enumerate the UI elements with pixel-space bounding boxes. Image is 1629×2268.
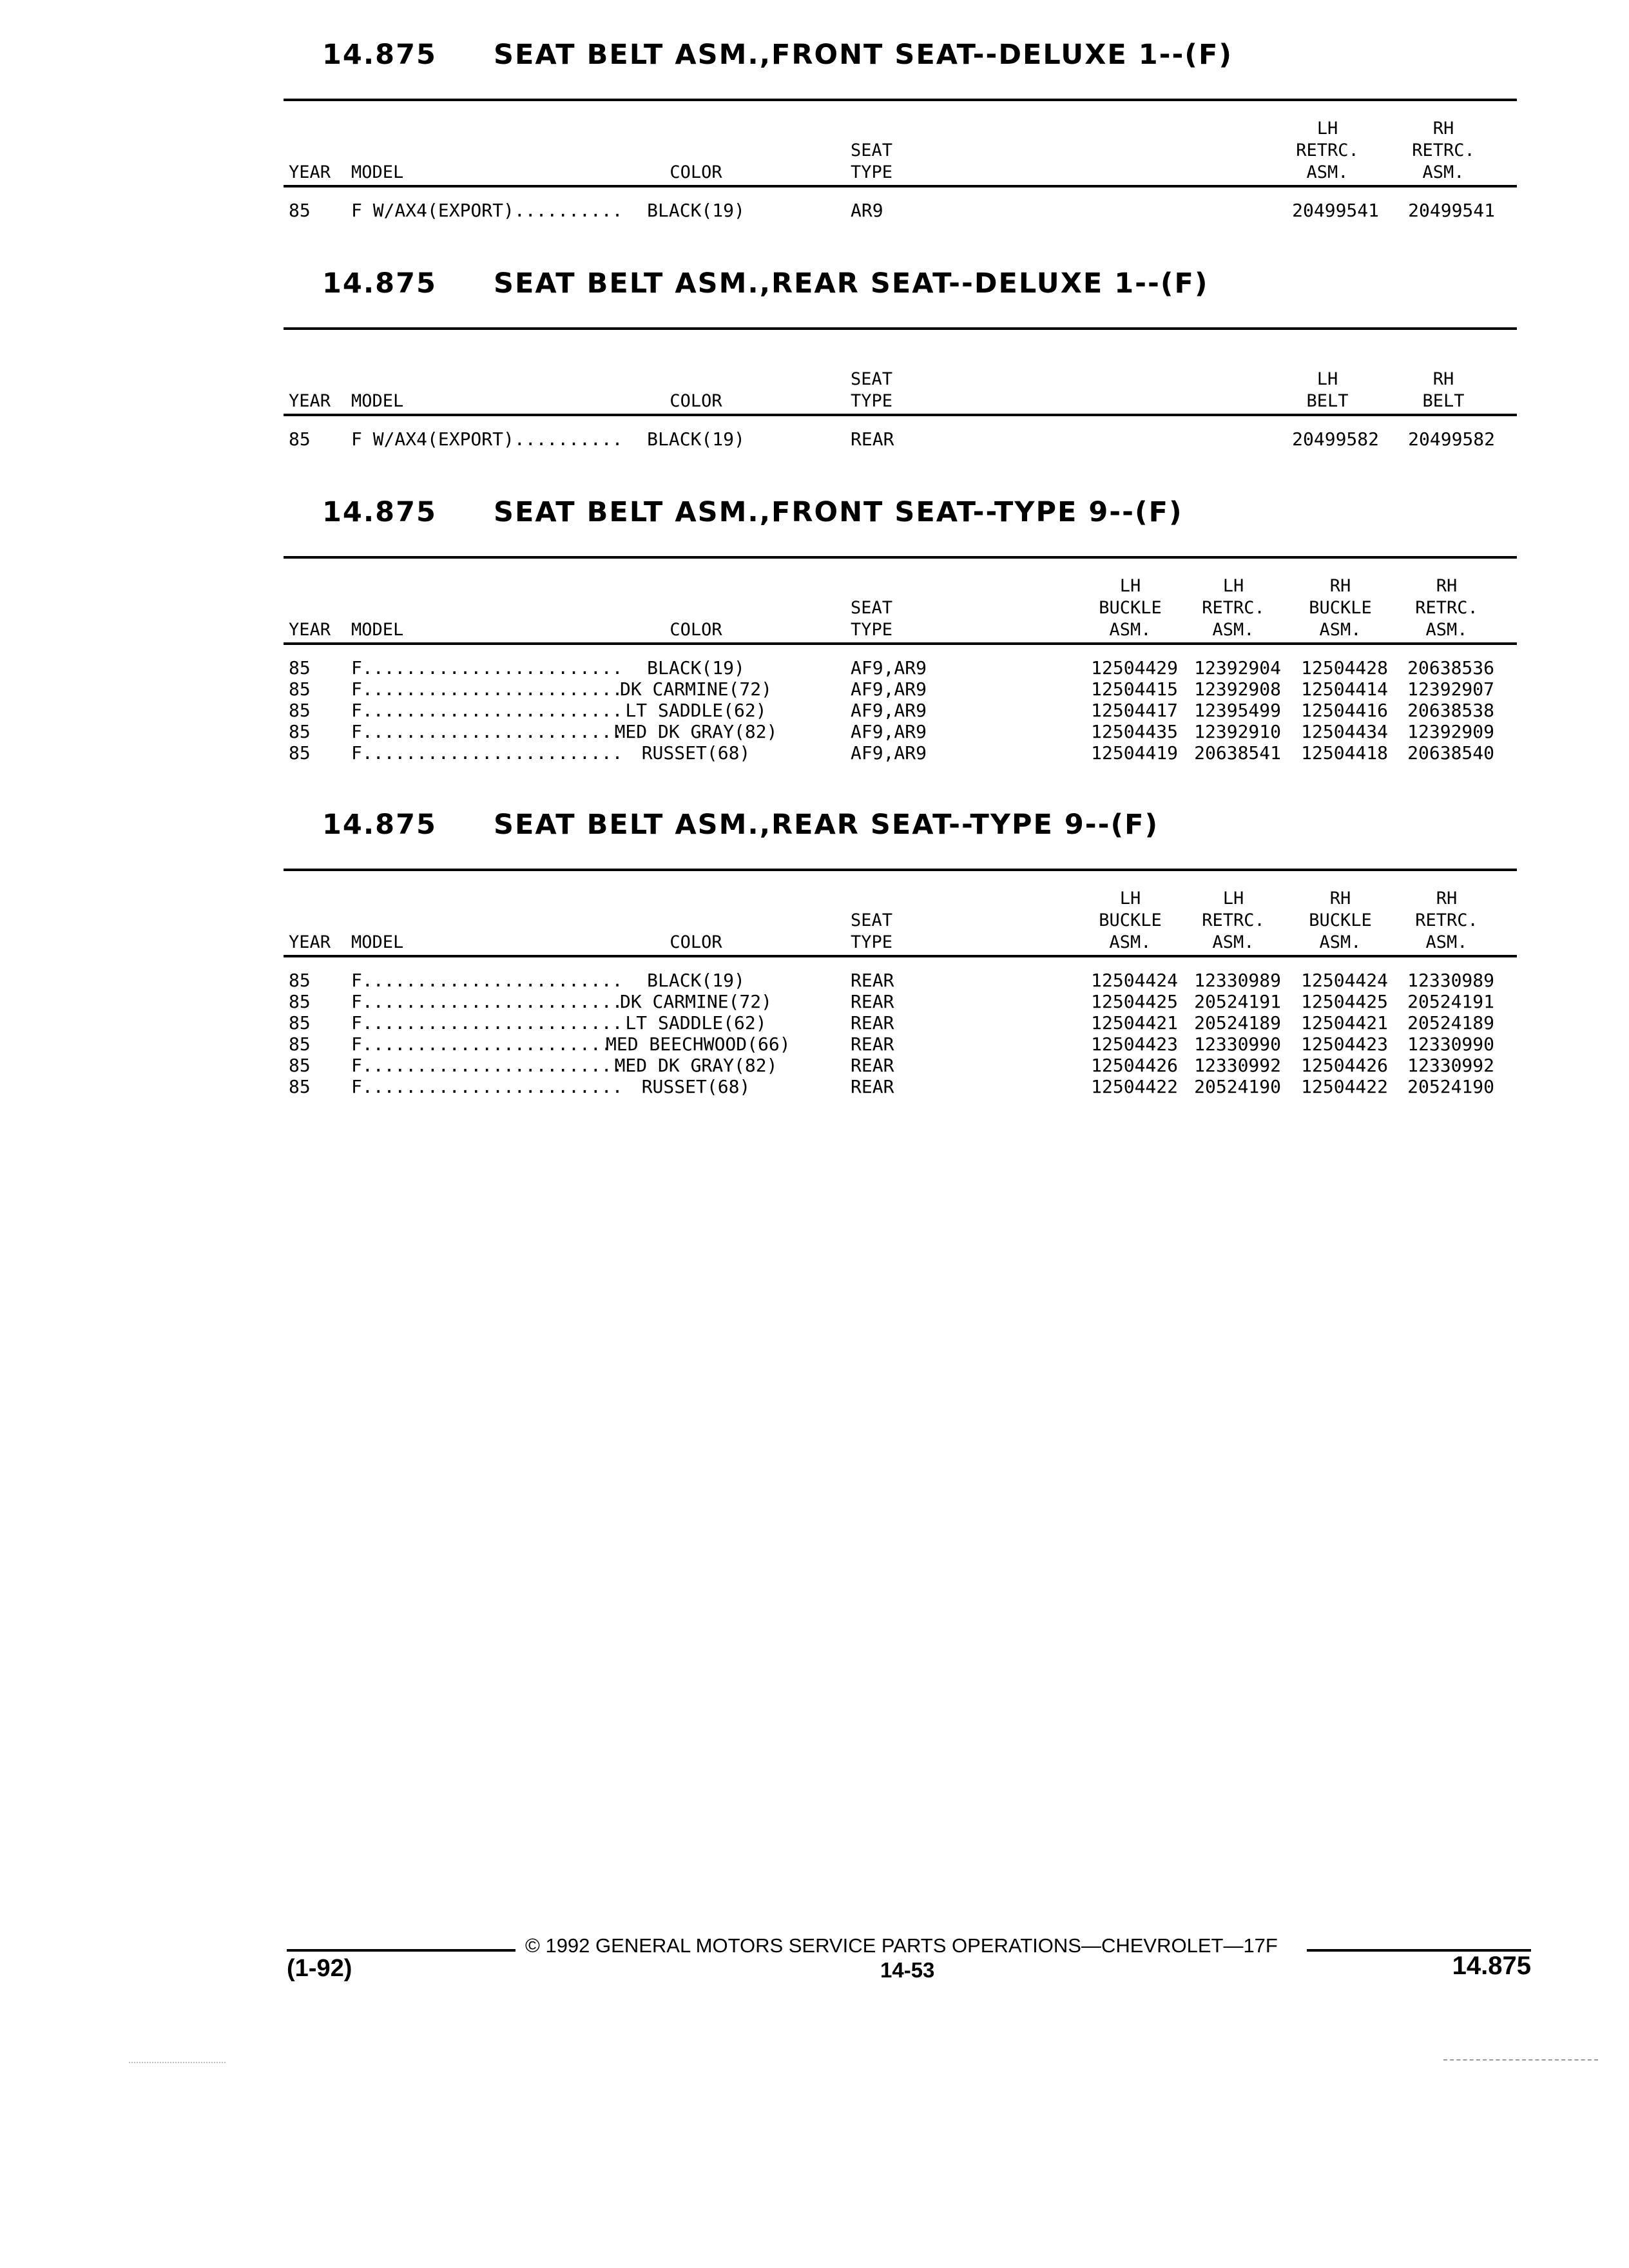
part-number: 20524191 xyxy=(1194,991,1281,1012)
table-cell-year: 85 xyxy=(289,1012,311,1033)
part-number: 12504423 xyxy=(1301,1033,1388,1055)
table-cell-seat-type: REAR xyxy=(851,1033,894,1055)
table-cell-color: RUSSET(68) xyxy=(641,1076,751,1097)
column-header-col-a: LH xyxy=(1316,119,1338,139)
table-cell-seat-type: AF9,AR9 xyxy=(851,721,927,742)
table-cell-seat-type: AF9,AR9 xyxy=(851,678,927,700)
footer-rule-left xyxy=(287,1949,516,1952)
table-cell-color: BLACK(19) xyxy=(647,970,745,991)
column-header-col-b: RETRC. xyxy=(1202,910,1265,930)
part-number: 12392909 xyxy=(1407,721,1494,742)
part-number: 20524189 xyxy=(1407,1012,1494,1033)
table-cell-year: 85 xyxy=(289,200,311,221)
column-header-col-c: BUCKLE xyxy=(1309,598,1372,618)
column-header-year: YEAR xyxy=(289,391,331,411)
scan-mark-left xyxy=(129,2062,226,2063)
part-number: 12392904 xyxy=(1194,657,1281,678)
table-cell-year: 85 xyxy=(289,657,311,678)
table-cell-seat-type: REAR xyxy=(851,1012,894,1033)
table-cell-color: MED BEECHWOOD(66) xyxy=(606,1033,791,1055)
part-number: 12504434 xyxy=(1301,721,1388,742)
table-cell-year: 85 xyxy=(289,428,311,450)
part-number: 12504418 xyxy=(1301,742,1388,764)
section-number: 14.875 xyxy=(322,39,437,71)
section-number: 14.875 xyxy=(322,267,437,300)
table-cell-model: F........................ xyxy=(351,1076,623,1097)
footer-page-number: 14-53 xyxy=(880,1958,935,1982)
table-cell-seat-type: REAR xyxy=(851,970,894,991)
part-number: 20638538 xyxy=(1407,700,1494,721)
part-number: 12504428 xyxy=(1301,657,1388,678)
table-cell-seat-type: REAR xyxy=(851,1055,894,1076)
section-number: 14.875 xyxy=(322,809,437,841)
table-cell-model: F........................ xyxy=(351,991,623,1012)
column-header-col-a: BUCKLE xyxy=(1099,598,1162,618)
table-cell-color: BLACK(19) xyxy=(647,657,745,678)
part-number: 12395499 xyxy=(1194,700,1281,721)
table-cell-seat-type: AF9,AR9 xyxy=(851,657,927,678)
column-header-col-b: RETRC. xyxy=(1202,598,1265,618)
table-cell-model: F........................ xyxy=(351,657,623,678)
section-title: SEAT BELT ASM.,FRONT SEAT--TYPE 9--(F) xyxy=(494,496,1183,528)
footer-date-code: (1-92) xyxy=(287,1955,352,1982)
part-number: 20524189 xyxy=(1194,1012,1281,1033)
column-header-col-c: RH xyxy=(1329,889,1351,908)
column-header-color: COLOR xyxy=(670,932,722,952)
part-number: 12330989 xyxy=(1407,970,1494,991)
table-cell-year: 85 xyxy=(289,1055,311,1076)
scan-mark-right xyxy=(1443,2059,1598,2061)
table-cell-color: MED DK GRAY(82) xyxy=(614,721,778,742)
column-header-col-c: ASM. xyxy=(1319,620,1362,640)
part-number: 12392907 xyxy=(1407,678,1494,700)
column-header-color: COLOR xyxy=(670,391,722,411)
table-cell-model: F........................ xyxy=(351,721,623,742)
table-cell-model: F........................ xyxy=(351,1055,623,1076)
table-cell-seat-type: AR9 xyxy=(851,200,883,221)
part-number: 20638540 xyxy=(1407,742,1494,764)
table-cell-year: 85 xyxy=(289,991,311,1012)
part-number: 12330992 xyxy=(1194,1055,1281,1076)
part-number: 12330992 xyxy=(1407,1055,1494,1076)
part-number: 12504422 xyxy=(1091,1076,1178,1097)
part-number: 12504416 xyxy=(1301,700,1388,721)
column-header-col-d: ASM. xyxy=(1425,932,1468,952)
table-cell-color: BLACK(19) xyxy=(647,200,745,221)
column-header-model: MODEL xyxy=(351,162,404,182)
table-cell-model: F....................... xyxy=(351,1033,612,1055)
part-number: 20638541 xyxy=(1194,742,1281,764)
table-cell-year: 85 xyxy=(289,1076,311,1097)
column-header-seat-type: TYPE xyxy=(851,391,893,411)
footer-copyright: © 1992 GENERAL MOTORS SERVICE PARTS OPERATIONS—CHEVROLET—17F xyxy=(525,1934,1278,1957)
column-header-seat-type: TYPE xyxy=(851,932,893,952)
part-number: 12504417 xyxy=(1091,700,1178,721)
part-number: 12504425 xyxy=(1301,991,1388,1012)
column-header-col-b: RH xyxy=(1432,119,1454,139)
column-header-col-c: ASM. xyxy=(1319,932,1362,952)
part-number: 12504426 xyxy=(1301,1055,1388,1076)
section-number: 14.875 xyxy=(322,496,437,528)
column-header-col-a: ASM. xyxy=(1306,162,1349,182)
column-header-col-a: BELT xyxy=(1306,391,1349,411)
part-number: 12504421 xyxy=(1301,1012,1388,1033)
column-header-col-a: LH xyxy=(1119,576,1141,596)
column-header-col-a: RETRC. xyxy=(1296,140,1359,160)
table-cell-model: F........................ xyxy=(351,742,623,764)
table-cell-seat-type: AF9,AR9 xyxy=(851,742,927,764)
table-cell-seat-type: REAR xyxy=(851,1076,894,1097)
column-header-seat-type: SEAT xyxy=(851,910,893,930)
table-cell-year: 85 xyxy=(289,1033,311,1055)
column-header-color: COLOR xyxy=(670,620,722,640)
table-cell-model: F W/AX4(EXPORT).......... xyxy=(351,428,623,450)
column-header-seat-type: SEAT xyxy=(851,140,893,160)
part-number: 20499541 xyxy=(1408,200,1495,221)
column-header-col-b: ASM. xyxy=(1422,162,1465,182)
table-cell-seat-type: REAR xyxy=(851,428,894,450)
table-cell-year: 85 xyxy=(289,742,311,764)
column-header-seat-type: SEAT xyxy=(851,598,893,618)
section-title: SEAT BELT ASM.,REAR SEAT--DELUXE 1--(F) xyxy=(494,267,1209,300)
column-header-col-b: LH xyxy=(1222,576,1244,596)
part-number: 12504424 xyxy=(1301,970,1388,991)
column-header-col-b: ASM. xyxy=(1212,620,1255,640)
column-header-col-d: RH xyxy=(1436,889,1458,908)
column-header-col-b: RETRC. xyxy=(1412,140,1475,160)
section-title: SEAT BELT ASM.,FRONT SEAT--DELUXE 1--(F) xyxy=(494,39,1233,71)
part-number: 12330989 xyxy=(1194,970,1281,991)
table-cell-year: 85 xyxy=(289,970,311,991)
table-cell-model: F........................ xyxy=(351,700,623,721)
part-number: 20638536 xyxy=(1407,657,1494,678)
table-cell-color: RUSSET(68) xyxy=(641,742,751,764)
table-cell-model: F........................ xyxy=(351,970,623,991)
part-number: 12504435 xyxy=(1091,721,1178,742)
table-cell-color: DK CARMINE(72) xyxy=(619,678,772,700)
column-header-col-b: RH xyxy=(1432,369,1454,389)
part-number: 20499582 xyxy=(1292,428,1379,450)
part-number: 12330990 xyxy=(1407,1033,1494,1055)
column-header-seat-type: SEAT xyxy=(851,369,893,389)
column-header-year: YEAR xyxy=(289,162,331,182)
column-header-col-a: ASM. xyxy=(1109,932,1152,952)
table-cell-color: LT SADDLE(62) xyxy=(625,700,767,721)
table-cell-color: BLACK(19) xyxy=(647,428,745,450)
column-header-col-a: ASM. xyxy=(1109,620,1152,640)
column-header-col-c: RH xyxy=(1329,576,1351,596)
column-header-col-c: BUCKLE xyxy=(1309,910,1372,930)
column-header-col-d: RH xyxy=(1436,576,1458,596)
column-header-model: MODEL xyxy=(351,620,404,640)
part-number: 12504422 xyxy=(1301,1076,1388,1097)
column-header-col-b: BELT xyxy=(1422,391,1465,411)
table-cell-year: 85 xyxy=(289,700,311,721)
part-number: 20499582 xyxy=(1408,428,1495,450)
column-header-model: MODEL xyxy=(351,932,404,952)
column-header-col-b: ASM. xyxy=(1212,932,1255,952)
column-header-col-d: ASM. xyxy=(1425,620,1468,640)
part-number: 12504414 xyxy=(1301,678,1388,700)
footer-section-number: 14.875 xyxy=(1452,1952,1531,1980)
column-header-year: YEAR xyxy=(289,932,331,952)
column-header-year: YEAR xyxy=(289,620,331,640)
table-cell-color: MED DK GRAY(82) xyxy=(614,1055,778,1076)
part-number: 12504423 xyxy=(1091,1033,1178,1055)
column-header-col-d: RETRC. xyxy=(1415,910,1478,930)
column-header-col-a: LH xyxy=(1119,889,1141,908)
column-header-seat-type: TYPE xyxy=(851,162,893,182)
part-number: 12392908 xyxy=(1194,678,1281,700)
table-cell-model: F........................ xyxy=(351,678,623,700)
table-cell-year: 85 xyxy=(289,721,311,742)
part-number: 12504421 xyxy=(1091,1012,1178,1033)
part-number: 20524190 xyxy=(1194,1076,1281,1097)
table-cell-model: F........................ xyxy=(351,1012,623,1033)
column-header-model: MODEL xyxy=(351,391,404,411)
part-number: 12504429 xyxy=(1091,657,1178,678)
table-cell-seat-type: AF9,AR9 xyxy=(851,700,927,721)
column-header-col-a: BUCKLE xyxy=(1099,910,1162,930)
part-number: 12504424 xyxy=(1091,970,1178,991)
table-cell-model: F W/AX4(EXPORT).......... xyxy=(351,200,623,221)
table-cell-color: LT SADDLE(62) xyxy=(625,1012,767,1033)
section-title: SEAT BELT ASM.,REAR SEAT--TYPE 9--(F) xyxy=(494,809,1159,841)
part-number: 12504426 xyxy=(1091,1055,1178,1076)
table-cell-year: 85 xyxy=(289,678,311,700)
part-number: 12504425 xyxy=(1091,991,1178,1012)
part-number: 12392910 xyxy=(1194,721,1281,742)
part-number: 12330990 xyxy=(1194,1033,1281,1055)
column-header-col-a: LH xyxy=(1316,369,1338,389)
part-number: 20499541 xyxy=(1292,200,1379,221)
column-header-col-d: RETRC. xyxy=(1415,598,1478,618)
part-number: 12504419 xyxy=(1091,742,1178,764)
column-header-seat-type: TYPE xyxy=(851,620,893,640)
table-cell-color: DK CARMINE(72) xyxy=(619,991,772,1012)
part-number: 20524190 xyxy=(1407,1076,1494,1097)
column-header-color: COLOR xyxy=(670,162,722,182)
part-number: 20524191 xyxy=(1407,991,1494,1012)
table-cell-seat-type: REAR xyxy=(851,991,894,1012)
part-number: 12504415 xyxy=(1091,678,1178,700)
column-header-col-b: LH xyxy=(1222,889,1244,908)
